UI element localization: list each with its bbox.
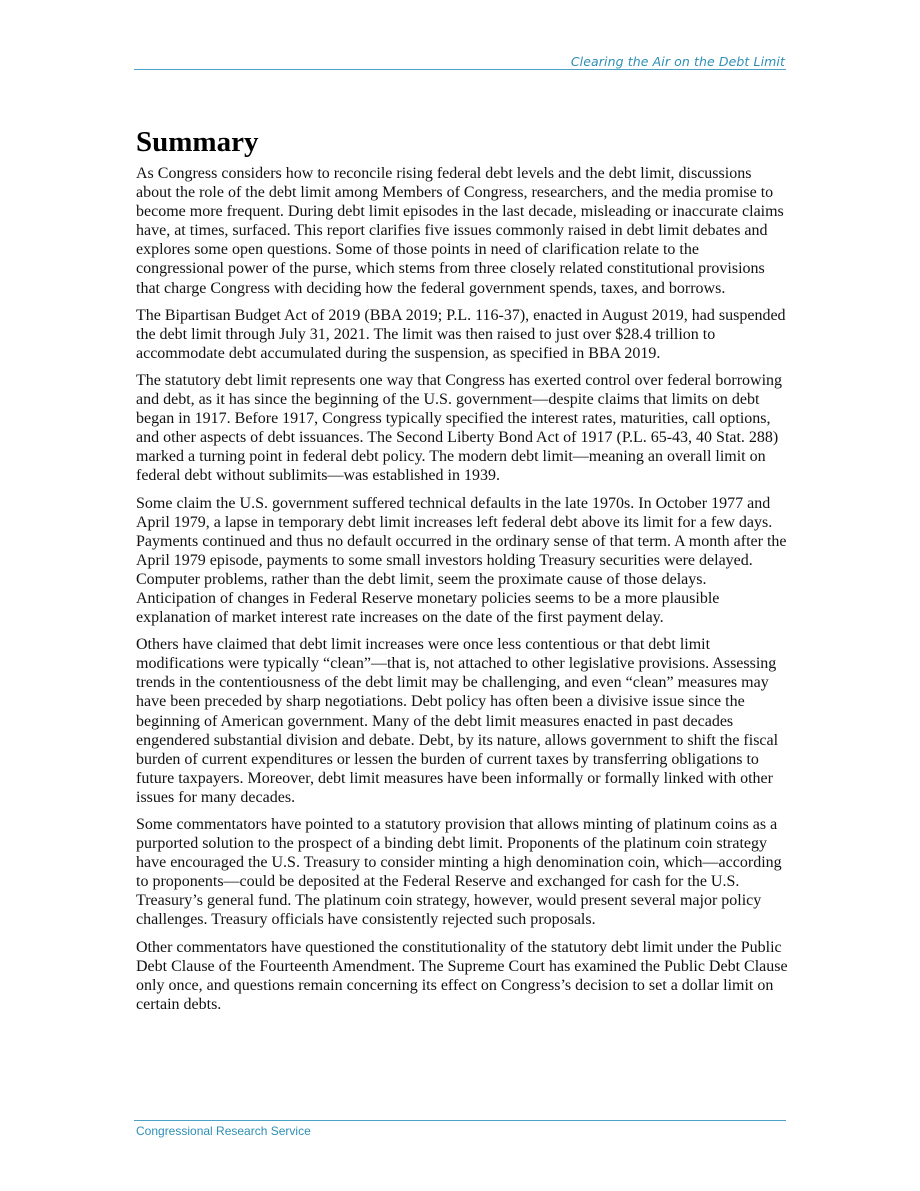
header-divider bbox=[134, 69, 786, 70]
summary-paragraph: The Bipartisan Budget Act of 2019 (BBA 2019; P.L. 116-37), enacted in August 2019, had suspended the debt limit through July 31, 2021. The limit was then raised to just over $28.4 trillion to accommodate debt accumulated during the suspension, as specified in BBA 2019. bbox=[136, 306, 786, 362]
section-heading: Summary bbox=[136, 126, 259, 158]
summary-paragraph: The statutory debt limit represents one way that Congress has exerted control over federal borrowing and debt, as it has since the beginning of the U.S. government—despite claims that limits on debt began in 1917. Before 1917, Congress typically specified the interest rates, maturities, call options, and other aspects of debt issuances. The Second Liberty Bond Act of 1917 (P.L. 65-43, 40 Stat. 288) marked a turning point in federal debt policy. The modern debt limit—meaning an overall limit on federal debt without sublimits—was established in 1939. bbox=[136, 371, 783, 485]
summary-paragraph: Some claim the U.S. government suffered technical defaults in the late 1970s. In October 1977 and April 1979, a lapse in temporary debt limit increases left federal debt above its limit for a few days. Payments continued and thus no default occurred in the ordinary sense of that term. A month after the April 1979 episode, payments to some small investors holding Treasury securities were delayed. Computer problems, rather than the debt limit, seem the proximate cause of those delays. Anticipation of changes in Federal Reserve monetary policies seems to be a more plausible explanation of market interest rate increases on the date of the first payment delay. bbox=[136, 494, 787, 627]
summary-paragraph: Some commentators have pointed to a statutory provision that allows minting of platinum coins as a purported solution to the prospect of a binding debt limit. Proponents of the platinum coin strategy have encouraged the U.S. Treasury to consider minting a high denomination coin, which—according to proponents—could be deposited at the Federal Reserve and exchanged for cash for the U.S. Treasury’s general fund. The platinum coin strategy, however, would present several major policy challenges. Treasury officials have consistently rejected such proposals. bbox=[136, 816, 782, 929]
page-content bbox=[136, 124, 788, 1022]
running-header-title: Clearing the Air on the Debt Limit bbox=[570, 54, 785, 69]
footer-organization: Congressional Research Service bbox=[136, 1124, 311, 1138]
summary-paragraph: As Congress considers how to reconcile rising federal debt levels and the debt limit, discussions about the role of the debt limit among Members of Congress, researchers, and the media promise to become more frequent. During debt limit episodes in the last decade, misleading or inaccurate claims have, at times, surfaced. This report clarifies five issues commonly raised in debt limit debates and explores some open questions. Some of those points in need of clarification relate to the congressional power of the purse, which stems from three closely related constitutional provisions that charge Congress with deciding how the federal government spends, taxes, and borrows. bbox=[136, 165, 784, 297]
summary-paragraph: Other commentators have questioned the constitutionality of the statutory debt limit under the Public Debt Clause of the Fourteenth Amendment. The Supreme Court has examined the Public Debt Clause only once, and questions remain concerning its effect on Congress’s decision to set a dollar limit on certain debts. bbox=[136, 938, 788, 1013]
summary-paragraph: Others have claimed that debt limit increases were once less contentious or that debt limit modifications were typically “clean”—that is, not attached to other legislative provisions. Assessing trends in the contentiousness of the debt limit may be challenging, and even “clean” measures may have been preceded by sharp negotiations. Debt policy has often been a divisive issue since the beginning of American government. Many of the debt limit measures enacted in past decades engendered substantial division and debate. Debt, by its nature, allows government to shift the fiscal burden of current expenditures or lessen the burden of current taxes by transferring obligations to future taxpayers. Moreover, debt limit measures have been informally or formally linked with other issues for many decades. bbox=[136, 636, 779, 806]
footer-divider bbox=[134, 1120, 786, 1121]
